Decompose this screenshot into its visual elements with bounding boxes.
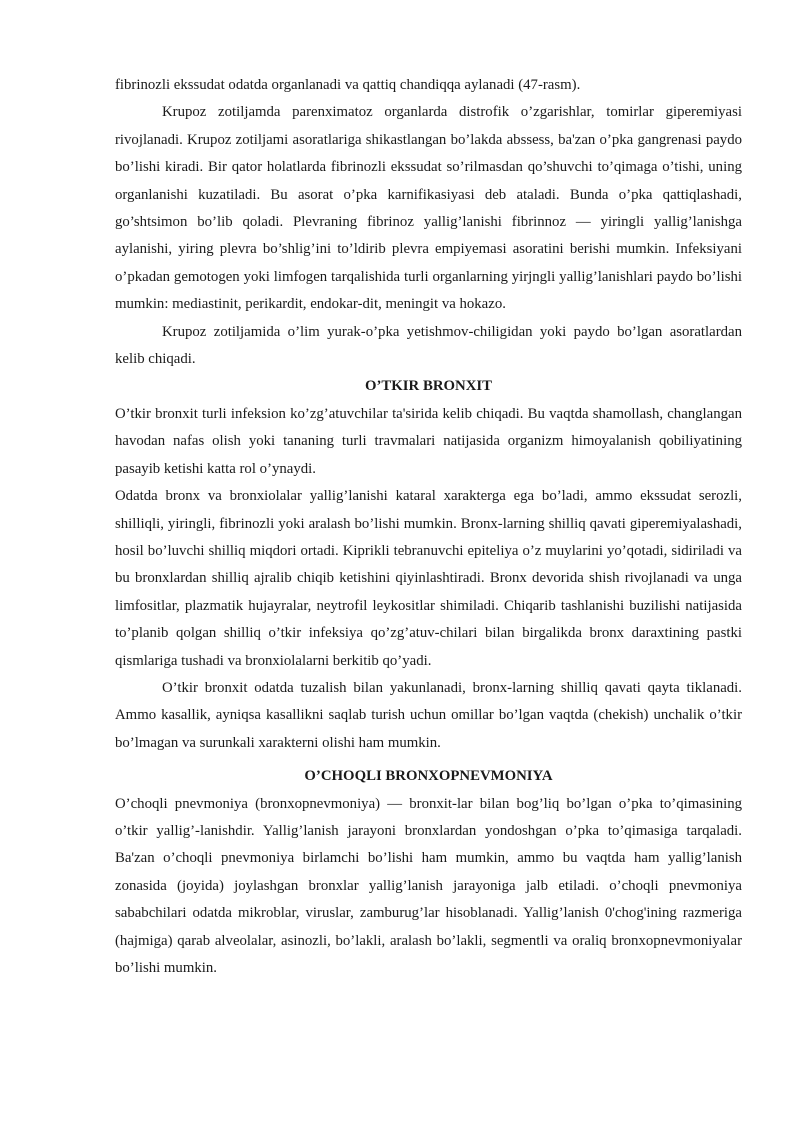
paragraph-krupoz-death: Krupoz zotiljamida o’lim yurak-o’pka yetishmov-chiligidan yoki paydo bo’lgan asoratlardan kelib chiqadi.	[115, 323, 742, 368]
section-title-acute-bronchitis: O’TKIR BRONXIT	[364, 378, 493, 395]
paragraph-bronchopneumonia: O’choqli pnevmoniya (bronxopnevmoniya) — bronxit-lar bilan bog’liq bo’lgan o’pka to’qimasining o’tkir yallig’-lanishdir. Yallig’lanish jarayoni bronxlardan yondoshgan o’pka to’qimasiga tarqaladi. Ba'zan o’choqli pnevmoniya birlamchi bo’lishi ham mumkin, ammo bu vaqtda ham yallig’lanish zonasida (joyida) joylashgan bronxlar yallig’lanish jarayoniga jalb etiladi. o’choqli pnevmoniya sababchilari odatda mikroblar, viruslar, zamburug’lar hisoblanadi. Yallig’lanish 0'chog'ining razmeriga (hajmiga) qarab alveolalar, asinozli, bo’lakli, aralash bo’lakli, segmentli va oraliq bronxopnevmoniyalar bo’lishi mumkin.	[115, 795, 742, 976]
paragraph-bronchitis-pathology: Odatda bronx va bronxiolalar yallig’lanishi kataral xarakterga ega bo’ladi, ammo ekssudat serozli, shilliqli, yiringli, fibrinozli yoki aralash bo’lishi mumkin. Bronx-larning shilliq qavati giperemiyalashadi, hosil bo’luvchi shilliq miqdori ortadi. Kiprikli tebranuvchi epiteliya o’z muylarini yo’qotadi, sidiriladi va bu bronxlardan shilliq ajralib chiqib ketishini qiyinlashtiradi. Bronx devorida shish rivojlanadi va unga limfositlar, plazmatik hujayralar, neytrofil leykositlar shimiladi. Chiqarib tashlanishi buzilishi natijasida to’planib qolgan shilliq o’tkir infeksiya qo’zg’atuv-chilari bilan birgalikda bronx daraxtining pastki qismlariga tushadi va bronxiolalarni berkitib qo’yadi.	[115, 488, 742, 669]
section-title-focal-bronchopneumonia: O’CHOQLI BRONXOPNEVMONIYA	[304, 768, 553, 785]
paragraph-bronchitis-cause: O’tkir bronxit turli infeksion ko’zg’atuvchilar ta'sirida kelib chiqadi. Bu vaqtda shamollash, changlangan havodan nafas olish yoki tananing turli travmalari natijasida organizm himoyalanish qobiliyatining pasayib ketishi katta rol o’ynaydi.	[115, 405, 742, 477]
paragraph-continuation: fibrinozli ekssudat odatda organlanadi va qattiq chandiqqa aylanadi (47-rasm).	[115, 77, 581, 93]
paragraph-krupoz-complications: Krupoz zotiljamda parenximatoz organlarda distrofik o’zgarishlar, tomirlar giperemiyasi rivojlanadi. Krupoz zotiljami asoratlariga shikastlangan bo’lakda abssess, ba'zan o’pka gangrenasi paydo bo’lishi kiradi. Bir qator holatlarda fibrinozli ekssudat so’rilmasdan qo’shuvchi to’qimaga o’tishi, uning organlanishi kuzatiladi. Bu asorat o’pka karnifikasiyasi deb ataladi. Bunda o’pka qattiqlashadi, go’shtsimon bo’lib qoladi. Plevraning fibrinoz yallig’lanishi fibrinnoz — yiringli yallig’lanishga aylanishi, yiring plevra bo’shlig’ini to’ldirib plevra empiyemasi asoratini berishi mumkin. Infeksiyani o’pkadan gemotogen yoki limfogen tarqalishida turli organlarning yirjngli yallig’lanishlari paydo bo’lishi mumkin: mediastinit, perikardit, endokar-dit, meningit va hokazo.	[115, 104, 742, 313]
document-page	[115, 72, 742, 982]
paragraph-bronchitis-outcome: O’tkir bronxit odatda tuzalish bilan yakunlanadi, bronx-larning shilliq qavati qayta tiklanadi. Ammo kasallik, ayniqsa kasallikni saqlab turish uchun omillar bo’lgan vaqtda (chekish) unchalik o’tkir bo’lmagan va surunkali xarakterni olishi ham mumkin.	[115, 679, 742, 751]
